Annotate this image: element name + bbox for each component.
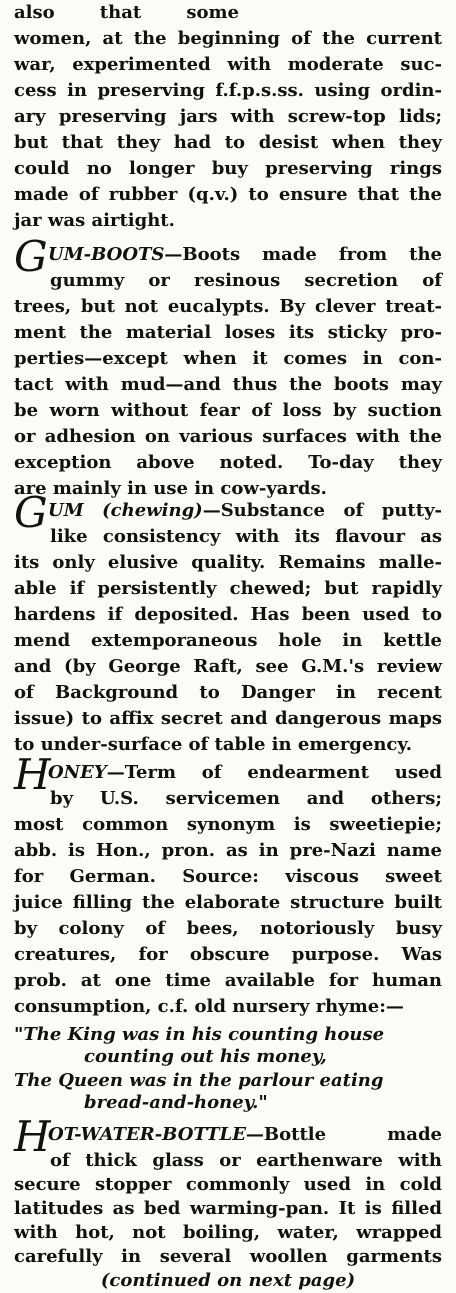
headword: UM (chewing) — [48, 500, 203, 521]
entry-line: hardens if deposited. Has been used to — [14, 604, 442, 625]
intro-line: war, experimented with moderate suc- — [14, 54, 442, 75]
entry-line: able if persistently chewed; but rapidly — [14, 578, 442, 599]
intro-line: also that some — [14, 2, 239, 23]
entry-line: issue) to affix secret and dangerous maps — [14, 708, 442, 729]
entry-line: mend extemporaneous hole in kettle — [14, 630, 442, 651]
entry-line: like consistency with its flavour as — [50, 526, 442, 547]
entry-first-line — [48, 762, 442, 784]
entry-line: by colony of bees, notoriously busy — [14, 918, 442, 939]
entry-line: carefully in several woollen garments — [14, 1246, 442, 1267]
headword: OT-WATER-BOTTLE — [48, 1124, 246, 1145]
entry-line: for German. Source: viscous sweet — [14, 866, 442, 887]
entry-line: to under-surface of table in emergency. — [14, 734, 413, 755]
entry-line: perties—except when it comes in con- — [14, 348, 442, 369]
entry-line: creatures, for obscure purpose. Was — [14, 944, 442, 965]
entry-line: trees, but not eucalypts. By clever treat- — [14, 296, 442, 317]
headword: ONEY — [48, 762, 107, 783]
entry-line: prob. at one time available for human — [14, 970, 442, 991]
drop-initial: G — [14, 488, 48, 537]
intro-line: women, at the beginning of the current — [14, 28, 442, 49]
quote-line: counting out his money, — [84, 1046, 327, 1067]
entry-first-line — [48, 244, 442, 266]
entry-line: of thick glass or earthenware with — [50, 1150, 442, 1171]
headword: UM-BOOTS — [48, 244, 165, 265]
quote-line: The Queen was in the parlour eating — [14, 1070, 384, 1091]
intro-line: made of rubber (q.v.) to ensure that the — [14, 184, 442, 205]
quote-line: bread-and-honey." — [84, 1092, 268, 1113]
continued-footer: (continued on next page) — [100, 1270, 356, 1291]
entry-first-text: —Boots made from the — [164, 244, 442, 265]
entry-line: juice filling the elaborate structure built — [14, 892, 442, 913]
drop-initial: H — [14, 750, 51, 799]
entry-line: abb. is Hon., pron. as in pre-Nazi name — [14, 840, 442, 861]
entry-line: its only elusive quality. Remains malle- — [14, 552, 442, 573]
entry-line: exception above noted. To-day they — [14, 452, 442, 473]
entry-first-text: —Substance of putty- — [202, 500, 442, 521]
drop-initial: G — [14, 232, 48, 281]
entry-line: are mainly in use in cow-yards. — [14, 478, 327, 499]
drop-initial: H — [14, 1112, 51, 1161]
intro-line: ary preserving jars with screw-top lids; — [14, 106, 442, 127]
quote-line: "The King was in his counting house — [14, 1024, 385, 1045]
entry-line: of Background to Danger in recent — [14, 682, 442, 703]
intro-line: cess in preserving f.f.p.s.ss. using ordin- — [14, 80, 442, 101]
entry-line: consumption, c.f. old nursery rhyme:— — [14, 996, 404, 1017]
entry-line: with hot, not boiling, water, wrapped — [14, 1222, 442, 1243]
entry-line: gummy or resinous secretion of — [50, 270, 442, 291]
intro-line: but that they had to desist when they — [14, 132, 442, 153]
entry-line: be worn without fear of loss by suction — [14, 400, 442, 421]
entry-line: secure stopper commonly used in cold — [14, 1174, 442, 1195]
entry-line: tact with mud—and thus the boots may — [14, 374, 442, 395]
intro-line: could no longer buy preserving rings — [14, 158, 442, 179]
entry-line: most common synonym is sweetiepie; — [14, 814, 442, 835]
intro-line: jar was airtight. — [14, 210, 175, 231]
entry-first-line — [48, 500, 442, 522]
entry-line: latitudes as bed warming-pan. It is filled — [14, 1198, 442, 1219]
entry-first-text: —Term of endearment used — [106, 762, 442, 783]
entry-line: by U.S. servicemen and others; — [50, 788, 442, 809]
entry-first-text: —Bottle made — [245, 1124, 442, 1145]
entry-line: or adhesion on various surfaces with the — [14, 426, 442, 447]
entry-line: ment the material loses its sticky pro- — [14, 322, 442, 343]
entry-line: and (by George Raft, see G.M.'s review — [14, 656, 442, 677]
entry-first-line — [48, 1124, 442, 1146]
